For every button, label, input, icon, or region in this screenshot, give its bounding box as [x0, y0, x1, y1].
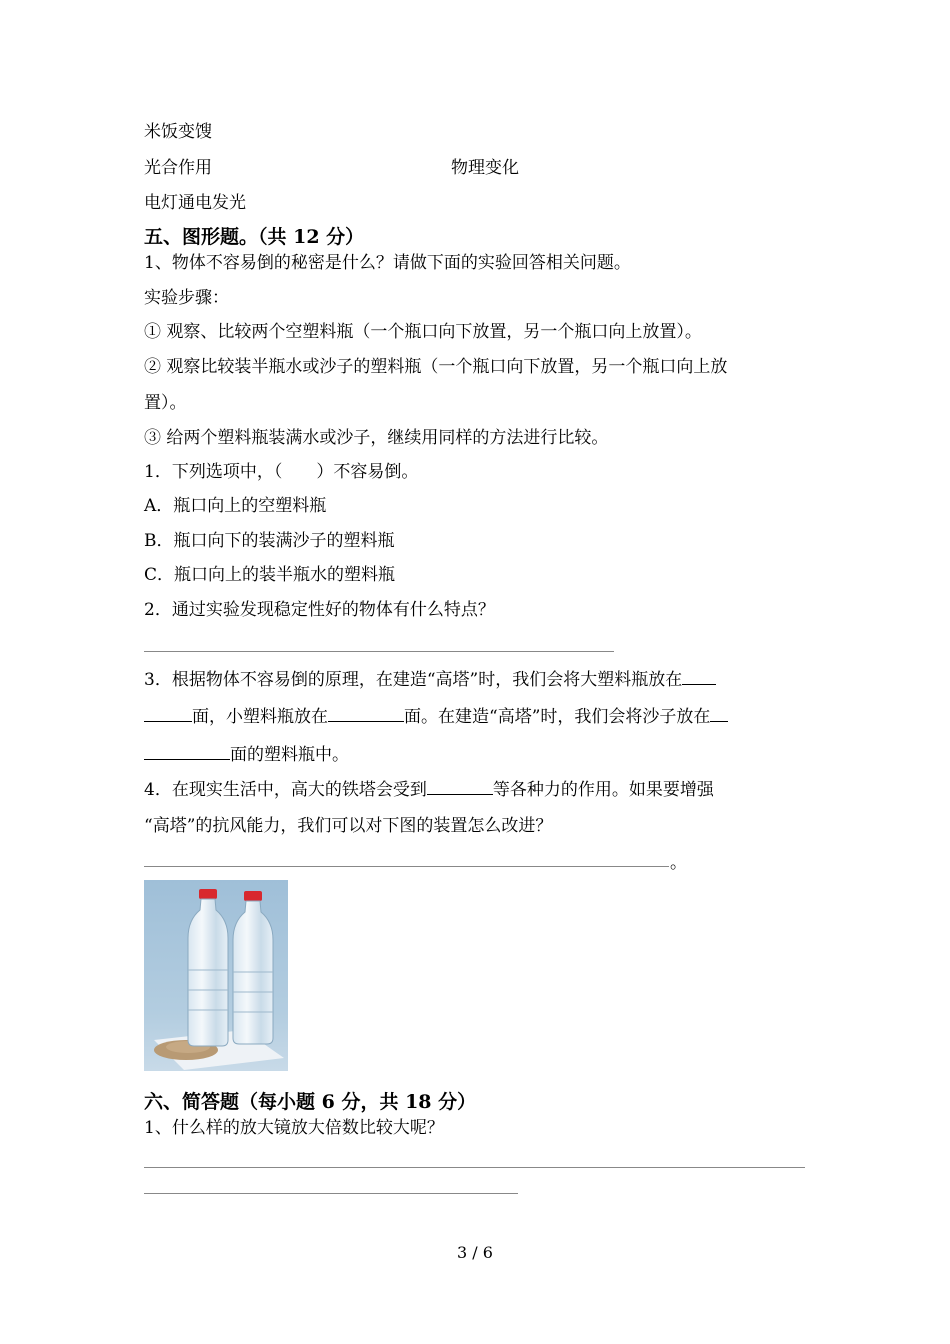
sub-question-3-text-4: 面的塑料瓶中。	[230, 745, 349, 765]
blank-3a-part-2[interactable]	[144, 705, 192, 722]
answer-line-q4[interactable]	[144, 866, 669, 867]
sub-question-4-line-1	[144, 778, 714, 801]
matching-right-item-1: 物理变化	[451, 158, 519, 178]
blank-3c-part-1[interactable]	[710, 705, 728, 722]
section-6-question-1: 1、什么样的放大镜放大倍数比较大呢？	[144, 1118, 444, 1138]
option-b: B．瓶口向下的装满沙子的塑料瓶	[144, 531, 395, 551]
matching-left-item-1: 米饭变馊	[144, 122, 212, 142]
matching-left-item-3: 电灯通电发光	[144, 193, 246, 213]
sub-question-2: 2．通过实验发现稳定性好的物体有什么特点？	[144, 600, 495, 620]
sub-question-3-text-1: 3．根据物体不容易倒的原理，在建造“高塔”时，我们会将大塑料瓶放在	[144, 670, 683, 690]
answer-line-s6-q1-1[interactable]	[144, 1167, 805, 1168]
sub-question-3-line-1	[144, 668, 716, 691]
matching-left-item-2: 光合作用	[144, 158, 212, 178]
blank-3c-part-2[interactable]	[144, 743, 230, 760]
sub-question-3-text-3: 面。在建造“高塔”时，我们会将沙子放在	[404, 707, 711, 727]
sub-question-4-line-2: “高塔”的抗风能力，我们可以对下图的装置怎么改进？	[144, 816, 553, 836]
answer-line-q4-end: 。	[670, 853, 687, 873]
section-6-heading: 六、简答题（每小题 6 分，共 18 分）	[144, 1091, 477, 1113]
answer-line-q2[interactable]	[144, 651, 614, 652]
sub-question-4-text-2: 等各种力的作用。如果要增强	[492, 780, 714, 800]
step-2-line-1: ② 观察比较装半瓶水或沙子的塑料瓶（一个瓶口向下放置，另一个瓶口向上放	[144, 357, 728, 377]
answer-line-s6-q1-2[interactable]	[144, 1193, 518, 1194]
question-1-intro: 1、物体不容易倒的秘密是什么？请做下面的实验回答相关问题。	[144, 253, 631, 273]
bottles-illustration	[144, 880, 288, 1071]
option-c: C．瓶口向上的装半瓶水的塑料瓶	[144, 565, 396, 585]
step-3: ③ 给两个塑料瓶装满水或沙子，继续用同样的方法进行比较。	[144, 428, 609, 448]
section-5-heading: 五、图形题。（共 12 分）	[144, 226, 365, 248]
sub-question-4-text-1: 4．在现实生活中，高大的铁塔会受到	[144, 780, 427, 800]
sub-question-3-text-2: 面，小塑料瓶放在	[192, 707, 328, 727]
blank-3b[interactable]	[328, 705, 404, 722]
bottles-photo	[144, 880, 288, 1071]
sub-question-3-line-2	[144, 705, 728, 728]
option-a: A．瓶口向上的空塑料瓶	[144, 496, 327, 516]
step-1: ① 观察、比较两个空塑料瓶（一个瓶口向下放置，另一个瓶口向上放置）。	[144, 322, 702, 342]
steps-label: 实验步骤：	[144, 288, 229, 308]
sub-question-3-line-3	[144, 743, 349, 766]
sub-question-1: 1．下列选项中，（ ）不容易倒。	[144, 462, 419, 482]
blank-3a-part-1[interactable]	[682, 668, 716, 685]
step-2-line-2: 置）。	[144, 393, 187, 413]
blank-4[interactable]	[427, 778, 493, 795]
page-number: 3 / 6	[457, 1243, 493, 1262]
